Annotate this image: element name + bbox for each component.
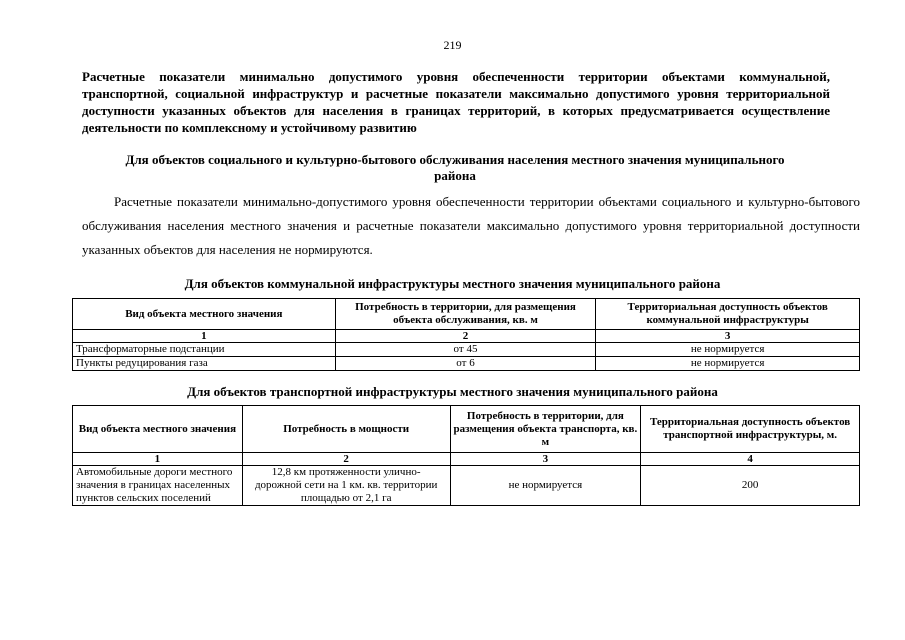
table-cell: не нормируется [450,466,641,506]
table-cell: 200 [641,466,860,506]
column-number-row [73,330,860,343]
section-communal-title: Для объектов коммунальной инфраструктуры местного значения муниципального района [184,276,721,291]
column-header: Потребность в территории, для размещения объекта транспорта, кв. м [450,406,641,453]
column-header: Потребность в мощности [242,406,450,453]
table-cell: от 45 [335,343,596,357]
table-cell: Автомобильные дороги местного значения в границах населенных пунктов сельских поселений [73,466,243,506]
column-number: 3 [450,453,641,466]
column-header: Территориальная доступность объектов транспортной инфраструктуры, м. [641,406,860,453]
table-cell: не нормируется [596,343,860,357]
table-cell: Пункты редуцирования газа [73,357,336,371]
table-cell: не нормируется [596,357,860,371]
column-header: Вид объекта местного значения [73,299,336,330]
column-number: 4 [641,453,860,466]
table-row [73,343,860,357]
column-header: Территориальная доступность объектов коммунальной инфраструктуры [596,299,860,330]
table-row [73,357,860,371]
main-title: Расчетные показатели минимально допустимого уровня обеспеченности территории объектами коммунальной, транспортной, социальной инфраструктур и расчетные показатели максимально допустимого уровня территориальной доступности указанных объектов для населения в границах территорий, в которых предусматривается осуществление деятельности по комплексному и устойчивому развитию [82,69,830,135]
table-row [73,466,860,506]
column-header: Потребность в территории, для размещения объекта обслуживания, кв. м [335,299,596,330]
table-header-row [73,406,860,453]
column-header: Вид объекта местного значения [73,406,243,453]
communal-infrastructure-table [72,298,860,371]
column-number-row [73,453,860,466]
table-cell: Трансформаторные подстанции [73,343,336,357]
section-social-paragraph: Расчетные показатели минимально-допустимого уровня обеспеченности территории объектами социального и культурно-бытового обслуживания населения местного значения и расчетные показатели максимально допустимого уровня территориальной доступности указанных объектов для населения не нормируются. [82,194,860,257]
transport-infrastructure-table [72,405,860,506]
table-header-row [73,299,860,330]
column-number: 2 [242,453,450,466]
page-number: 219 [443,38,462,52]
column-number: 1 [73,330,336,343]
section-social-title: Для объектов социального и культурно-бытового обслуживания населения местного значения муниципального района [125,152,785,183]
table-cell: от 6 [335,357,596,371]
column-number: 3 [596,330,860,343]
column-number: 2 [335,330,596,343]
section-transport-title: Для объектов транспортной инфраструктуры местного значения муниципального района [187,384,718,399]
column-number: 1 [73,453,243,466]
table-cell: 12,8 км протяженности улично-дорожной сети на 1 км. кв. территории площадью от 2,1 га [242,466,450,506]
